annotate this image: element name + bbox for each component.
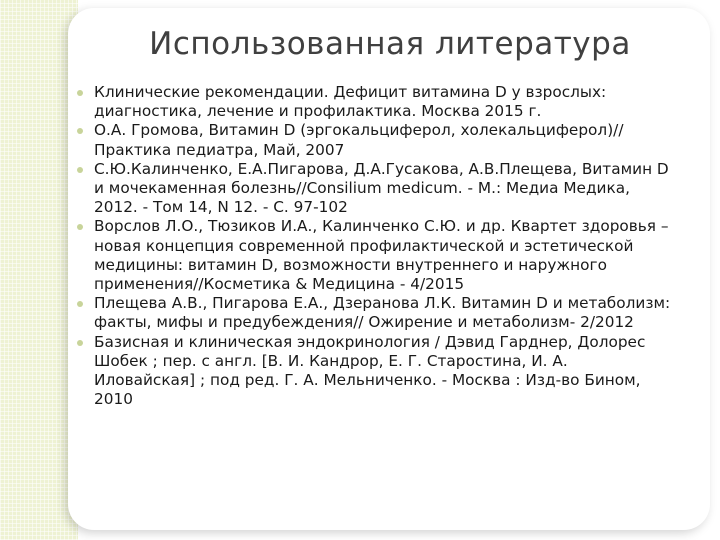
reference-item [94,333,672,410]
reference-list [94,83,672,409]
bullet-dot-icon [77,340,83,346]
reference-text: Ворслов Л.О., Тюзиков И.А., Калинченко С.Ю. и др. Квартет здоровья – новая концепция современной профилактической и эстетической медицины: витамин D, возможности внутреннего и наружного применения//Косметика & Медицина - 4/2015 [94,217,669,294]
reference-text: С.Ю.Калинченко, Е.А.Пигарова, Д.А.Гусакова, А.В.Плещева, Витамин D и мочекаменная болезнь//Consilium medicum. - М.: Медиа Медика, 2012. - Том 14, N 12. - С. 97-102 [94,159,669,217]
reference-item [94,83,672,121]
reference-item [94,294,672,332]
reference-text: Плещева А.В., Пигарова Е.А., Дзеранова Л.К. Витамин D и метаболизм: факты, мифы и предубеждения// Ожирение и метаболизм- 2/2012 [94,294,671,332]
reference-item [94,217,672,294]
slide-title: Использованная литература [149,26,631,62]
reference-text: Базисная и клиническая эндокринология / Дэвид Гарднер, Долорес Шобек ; пер. с англ. [В. И. Кандрор, Е. Г. Старостина, И. А. Иловайская] ; под ред. Г. А. Мельниченко. - Москва : Изд-во Бином, 2010 [94,332,646,409]
bullet-dot-icon [77,167,83,173]
bullet-dot-icon [77,90,83,96]
reference-item [94,160,672,218]
reference-text: Клинические рекомендации. Дефицит витамина D у взрослых: диагностика, лечение и профилактика. Москва 2015 г. [94,83,607,121]
decorative-side-band [0,0,78,540]
reference-item [94,121,672,159]
reference-text: О.А. Громова, Витамин D (эргокальциферол, холекальциферол)// Практика педиатра, Май, 2007 [94,121,624,159]
